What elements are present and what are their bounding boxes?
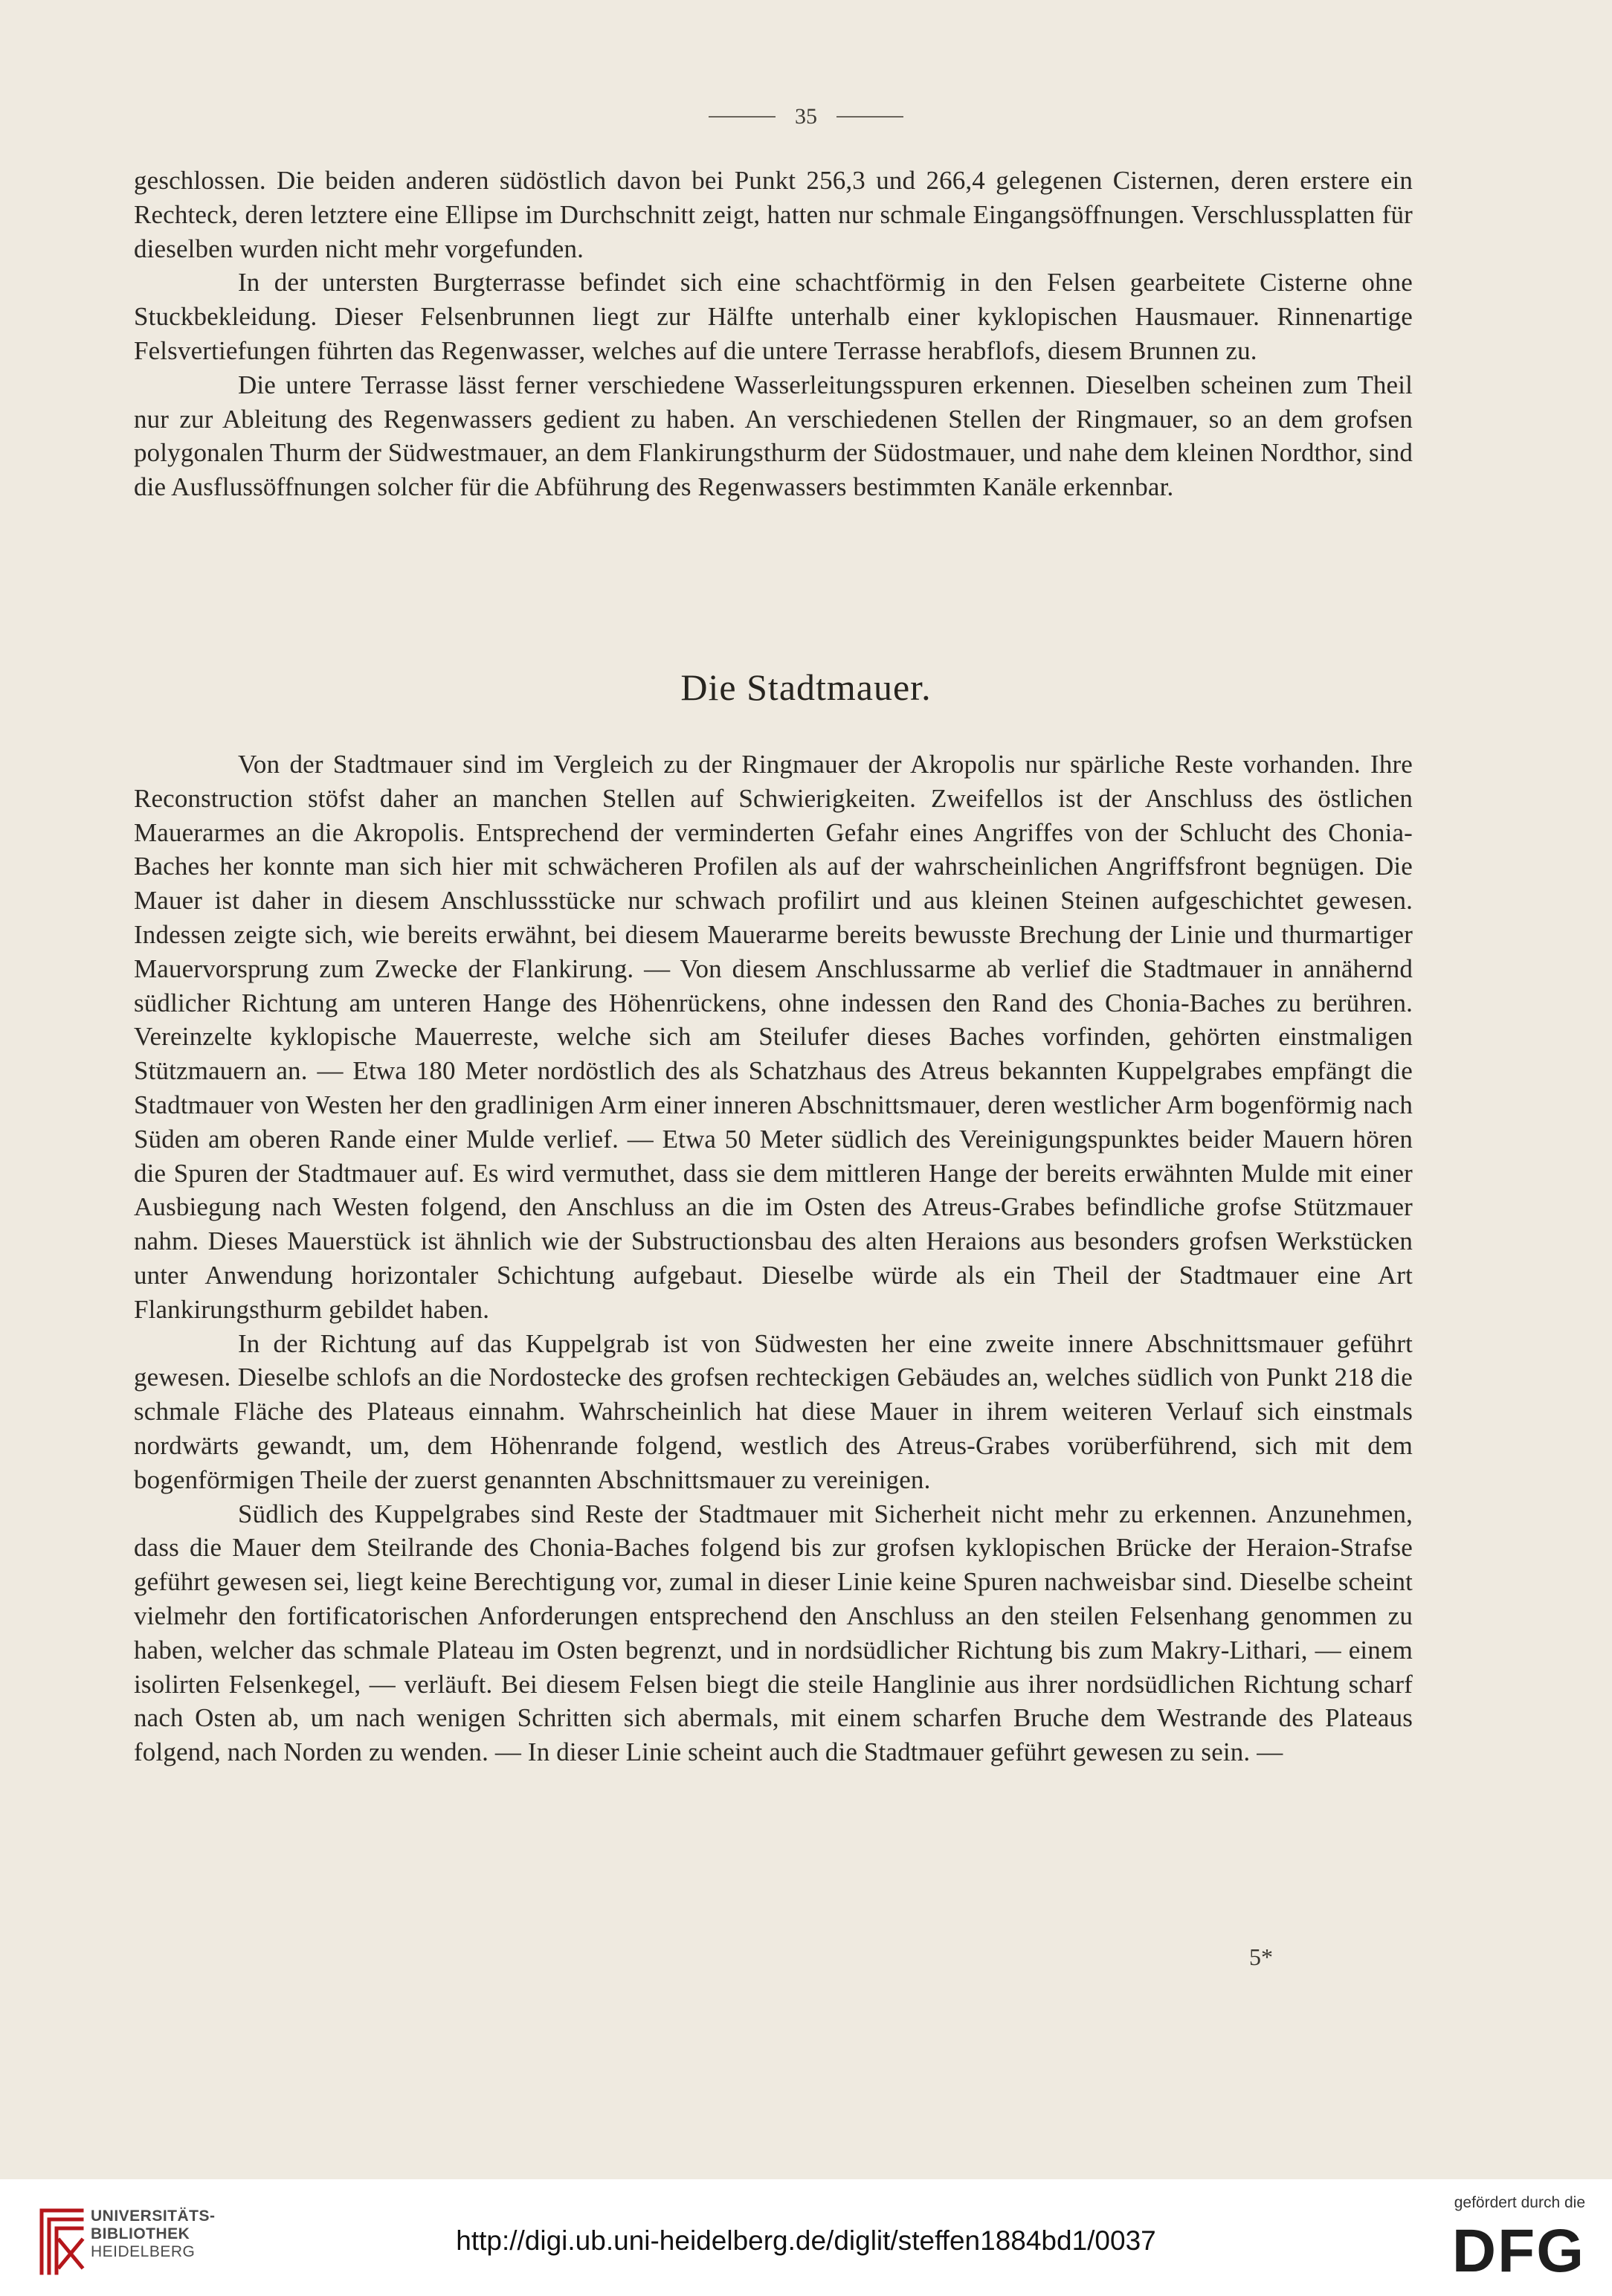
signature-mark: 5* bbox=[1249, 1943, 1273, 1970]
dfg-logo: DFG bbox=[1451, 2217, 1585, 2285]
library-name-line: BIBLIOTHEK bbox=[91, 2225, 190, 2242]
text-block-section bbox=[134, 747, 1413, 1769]
paragraph: Südlich des Kuppelgrabes sind Reste der Stadtmauer mit Sicherheit nicht mehr zu erkennen. Anzunehmen, dass die Mauer dem Steilrande des Chonia-Baches folgend bis zur grofsen kyklopischen Brücke der Heraion-Strafse geführt gewesen sei, liegt keine Berechtigung vor, zumal in dieser Linie keine Spuren nachweisbar sind. Dieselbe scheint vielmehr den fortificatorischen Anforderungen entsprechend den Anschluss an den steilen Felsenhang genommen zu haben, welcher das schmale Plateau im Osten begrenzt, und in nordsüdlicher Richtung bis zum Makry-Lithari, — einem isolirten Felsenkegel, — verläuft. Bei diesem Felsen biegt die steile Hanglinie aus ihrer nordsüdlichen Richtung scharf nach Osten ab, um nach wenigen Schritten sich abermals, mit einem scharfen Bruche dem Westrande des Plateaus folgend, nach Norden zu wenden. — In dieser Linie scheint auch die Stadtmauer geführt gewesen zu sein. — bbox=[134, 1499, 1413, 1767]
section-heading: Die Stadtmauer. bbox=[680, 666, 932, 708]
page-header bbox=[0, 104, 1612, 129]
permalink-url[interactable]: http://digi.ub.uni-heidelberg.de/diglit/steffen1884bd1/0037 bbox=[456, 2225, 1156, 2256]
text-block-top bbox=[134, 164, 1413, 504]
paragraph: In der Richtung auf das Kuppelgrab ist von Südwesten her eine zweite innere Abschnittsmauer geführt gewesen. Dieselbe schlofs an die Nordostecke des grofsen rechteckigen Gebäudes an, welches südlich von Punkt 218 die schmale Fläche des Plateaus einnahm. Wahrscheinlich hat diese Mauer in ihrem weiteren Verlauf sich einstmals nordwärts gewandt, um, dem Höhenrande folgend, westlich des Atreus-Grabes vorüberführend, sich mit dem bogenförmigen Theile der zuerst genannten Abschnittsmauer zu vereinigen. bbox=[134, 1328, 1413, 1494]
library-name-line: HEIDELBERG bbox=[91, 2243, 196, 2260]
paragraph: In der untersten Burgterrasse befindet sich eine schachtförmig in den Felsen gearbeitete Cisterne ohne Stuckbekleidung. Dieser Felsenbrunnen liegt zur Hälfte unterhalb einer kyklopischen Hausmauer. Rinnenartige Felsvertiefungen führten das Regenwasser, welches auf die untere Terrasse herabflofs, diesem Brunnen zu. bbox=[134, 268, 1413, 365]
header-rule-left bbox=[709, 116, 776, 118]
paragraph: geschlossen. Die beiden anderen südöstlich davon bei Punkt 256,3 und 266,4 gelegenen Cisternen, deren erstere ein Rechteck, deren letztere eine Ellipse im Durchschnitt zeigt, hatten nur schmale Eingangsöffnungen. Verschlussplatten für dieselben wurden nicht mehr vorgefunden. bbox=[134, 166, 1413, 263]
paragraph: Die untere Terrasse lässt ferner verschiedene Wasserleitungsspuren erkennen. Dieselben scheinen zum Theil nur zur Ableitung des Regenwassers gedient zu haben. An verschiedenen Stellen der Ringmauer, so an dem grofsen polygonalen Thurm der Südwestmauer, an dem Flankirungsthurm der Südostmauer, und nahe dem kleinen Nordthor, sind die Ausflussöffnungen solcher für die Abführung des Regenwassers bestimmten Kanäle erkennbar. bbox=[134, 370, 1413, 502]
page-number: 35 bbox=[795, 104, 817, 129]
sponsor-label: gefördert durch die bbox=[1454, 2194, 1585, 2211]
library-name-line: UNIVERSITÄTS- bbox=[91, 2207, 216, 2225]
header-rule-right bbox=[836, 116, 903, 118]
paragraph: Von der Stadtmauer sind im Vergleich zu der Ringmauer der Akropolis nur spärliche Reste vorhanden. Ihre Reconstruction stöfst daher an manchen Stellen auf Schwierigkeiten. Zweifellos ist der Anschluss des östlichen Mauerarmes an die Akropolis. Entsprechend der verminderten Gefahr eines Angriffes von der Schlucht des Chonia-Baches her konnte man sich hier mit schwächeren Profilen als auf der wahrscheinlichen Angriffsfront begnügen. Die Mauer ist daher in diesem Anschlussstücke nur schwach profilirt und aus kleinen Steinen aufgeschichtet gewesen. Indessen zeigte sich, wie bereits erwähnt, bei diesem Mauerarme bereits bewusste Brechung der Linie und thurmartiger Mauervorsprung zum Zwecke der Flankirung. — Von diesem Anschlussarme ab verlief die Stadtmauer in annähernd südlicher Richtung am unteren Hange des Höhenrückens, ohne indessen den Rand des Chonia-Baches zu berühren. Vereinzelte kyklopische Mauerreste, welche sich am Steilufer dieses Baches vorfinden, gehörten einstmaligen Stützmauern an. — Etwa 180 Meter nordöstlich des als Schatzhaus des Atreus bekannten Kuppelgrabes empfängt die Stadtmauer von Westen her den gradlinigen Arm einer inneren Abschnittsmauer, deren westlicher Arm bogenförmig nach Süden am oberen Rande einer Mulde verlief. — Etwa 50 Meter südlich des Vereinigungspunktes beider Mauern hören die Spuren der Stadtmauer auf. Es wird vermuthet, dass sie dem mittleren Hange der bereits erwähnten Mulde mit einer Ausbiegung nach Westen folgend, den Anschluss an die im Osten des Atreus-Grabes befindliche grofse Stützmauer nahm. Dieses Mauerstück ist ähnlich wie der Substructionsbau des alten Heraions aus besonders grofsen Werkstücken unter Anwendung horizontaler Schichtung aufgebaut. Dieselbe würde als ein Theil der Stadtmauer eine Art Flankirungsthurm gebildet haben. bbox=[134, 750, 1413, 1324]
footer-bar bbox=[0, 2179, 1612, 2296]
